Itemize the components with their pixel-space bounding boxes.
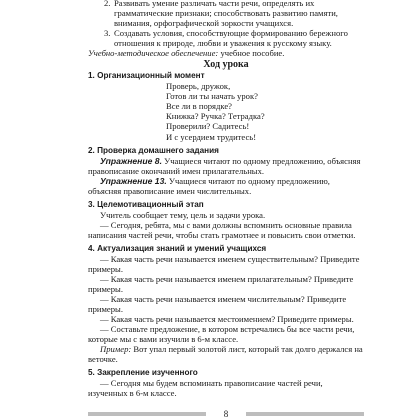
- goal-number: 2.: [104, 0, 111, 8]
- example-label: Пример:: [100, 344, 132, 355]
- question: — Какая часть речи называется местоимением? Приведите примеры.: [100, 314, 354, 325]
- question: — Какая часть речи называется именем числительным? Приведите примеры.: [88, 294, 347, 315]
- example-text: Вот упал первый золотой лист, который так долго держался на веточке.: [88, 344, 363, 365]
- page-footer: [88, 408, 364, 420]
- goal-item: [88, 28, 364, 48]
- poem-line: Проверили? Садитесь!: [166, 121, 250, 132]
- homework-item: [88, 176, 364, 196]
- poem-line: Все ли в порядке?: [166, 101, 232, 112]
- page-content: [88, 0, 364, 399]
- poem: [88, 81, 364, 141]
- poem-line: Проверь, дружок,: [166, 81, 231, 92]
- exercise-text: Учащиеся читают по одному предложению, объясняя правописание окончаний имен прилагательных.: [88, 155, 361, 176]
- question: — Какая часть речи называется именем существительным? Приведите примеры.: [88, 253, 360, 274]
- poem-line: И с усердием трудитесь!: [166, 131, 257, 142]
- example-paragraph: [88, 344, 364, 364]
- question: — Составьте предложение, в котором встречались бы все части речи, которые мы с вами изучили в 6-м классе.: [88, 324, 355, 345]
- equipment-line: [88, 48, 364, 58]
- lesson-title: Ход урока: [203, 59, 249, 71]
- homework-item: [88, 156, 364, 176]
- equipment-value: учебное пособие.: [220, 48, 285, 59]
- poem-line: Готов ли ты начать урок?: [166, 91, 258, 102]
- section-title: 3. Целемотивационный этап: [88, 199, 204, 209]
- paragraph: — Сегодня, ребята, мы с вами должны вспомнить основные правила написания частей речи, чтобы стать грамотнее и повысить свои отметки.: [88, 219, 356, 240]
- goal-text: Развивать умение различать части речи, определять их грамматические признаки; способствовать развитию памяти, внимания, орфографической зоркости учащихся.: [114, 0, 338, 29]
- paragraph: Учитель сообщает тему, цель и задачи урока.: [100, 209, 266, 220]
- footer-rule-right: [246, 412, 364, 416]
- section-title: 1. Организационный момент: [88, 71, 205, 81]
- goal-item: [88, 0, 364, 28]
- paragraph: — Сегодня мы будем вспоминать правописание частей речи, изученных в 6-м классе.: [88, 378, 323, 399]
- exercise-text: Учащиеся читают по одному предложению, объясняя правописание имен числительных.: [88, 175, 330, 196]
- section-title: 2. Проверка домашнего задания: [88, 145, 219, 155]
- page-number: 8: [223, 409, 229, 419]
- goal-text: Создавать условия, способствующие формированию бережного отношения к природе, любви и уважения к русскому языку.: [114, 28, 348, 49]
- goal-number: 3.: [104, 28, 111, 39]
- exercise-label: Упражнение 8.: [100, 155, 162, 166]
- section-title: 5. Закрепление изученного: [88, 368, 198, 378]
- equipment-label: Учебно-методическое обеспечение:: [88, 48, 219, 59]
- exercise-label: Упражнение 13.: [100, 175, 167, 186]
- poem-line: Книжка? Ручка? Тетрадка?: [166, 111, 265, 122]
- section-title: 4. Актуализация знаний и умений учащихся: [88, 243, 267, 253]
- question: — Какая часть речи называется именем прилагательным? Приведите примеры.: [88, 273, 354, 295]
